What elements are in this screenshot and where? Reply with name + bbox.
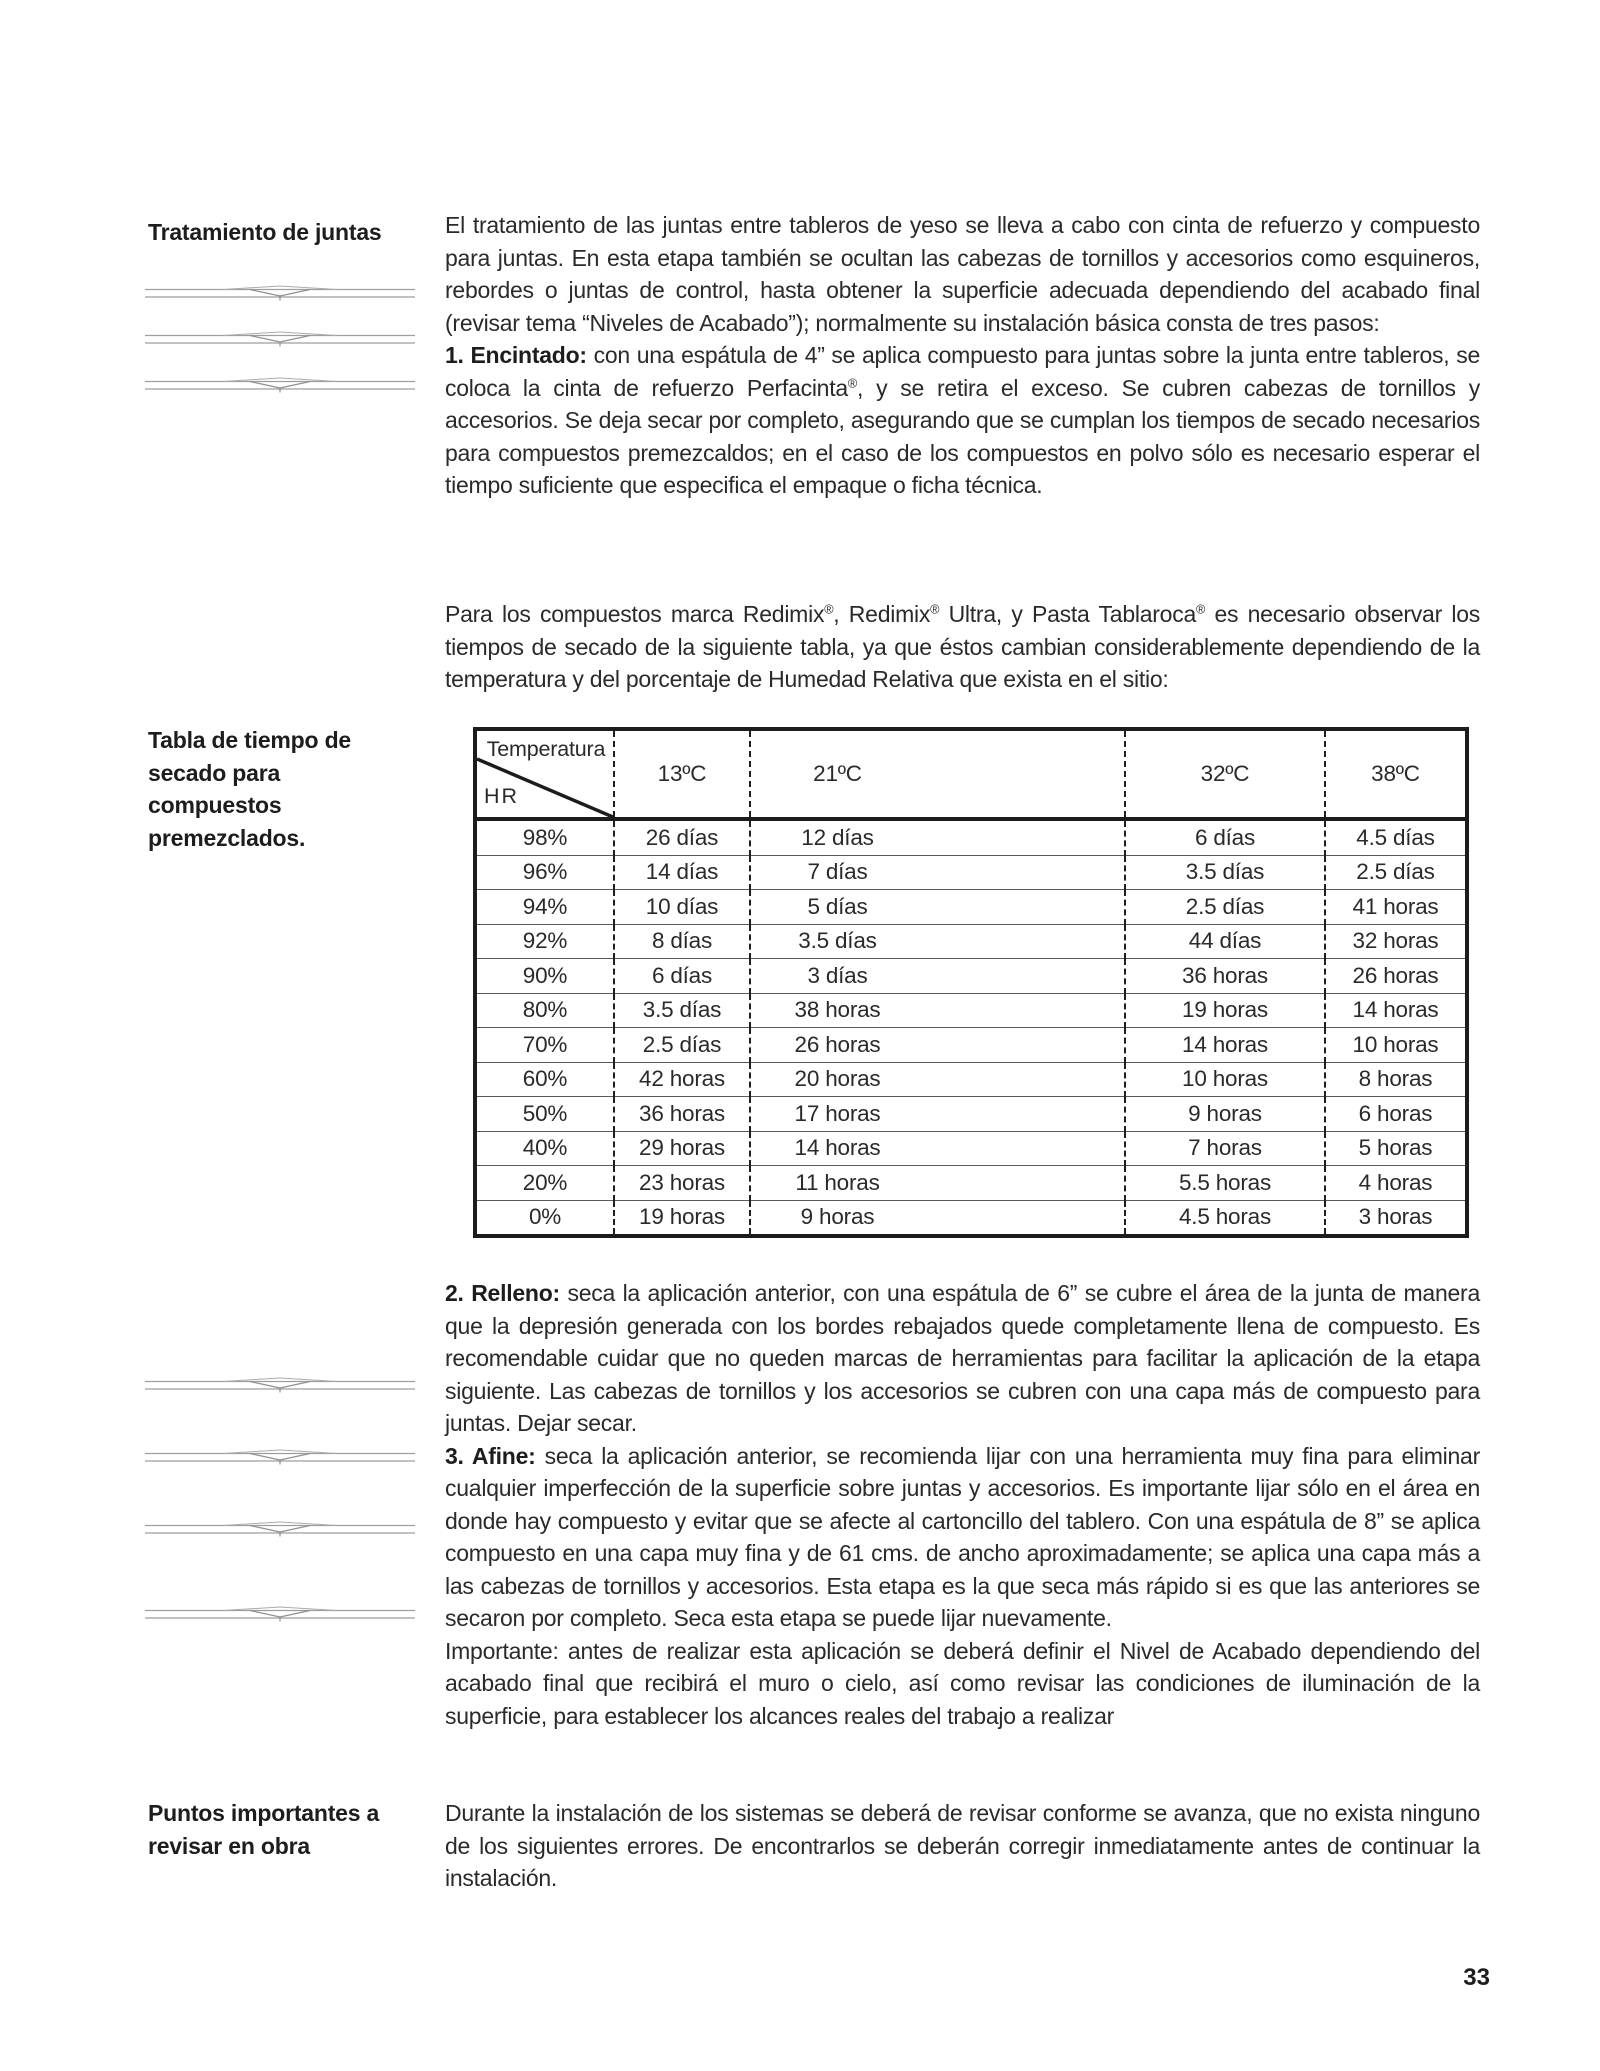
paragraph-importante: Importante: antes de realizar esta aplicación se deberá definir el Nivel de Acabado dependiendo del acabado final que recibirá el muro o cielo, así como revisar las condiciones de iluminación de la superficie, para establecer los alcances reales del trabajo a realizar [445, 1637, 1480, 1729]
drying-time-cell: 3.5 días [1125, 855, 1325, 890]
hr-cell: 60% [475, 1062, 614, 1097]
drying-table-row [475, 1131, 1467, 1166]
section-relleno-afine-text [445, 1277, 1480, 1732]
step-text-afine: seca la aplicación anterior, se recomienda lijar con una herramienta muy fina para eliminar cualquier imperfección de la superficie sobre juntas y accesorios. Es importante lijar sólo en el área en donde hay compuesto y evitar que se afecte al cartoncillo del tablero. Con una espátula de 8” se aplica compuesto en una capa muy fina y de 61 cms. de ancho aproximadamente; se aplica una capa más a las cabezas de tornillos y accesorios. Esta etapa es la que seca más rápido si es que las anteriores se secaron por completo. Seca esta etapa se puede lijar nuevamente. [445, 1442, 1480, 1631]
drywall-joint-figure [145, 1520, 415, 1538]
step-text-relleno: seca la aplicación anterior, con una espátula de 6” se cubre el área de la junta de manera que la depresión generada con los bordes rebajados quede completamente llena de compuesto. Es recomendable cuidar que no queden marcas de herramientas para facilitar la aplicación de la etapa siguiente. Las cabezas de tornillos y los accesorios se cubren con una capa más de compuesto para juntas. Dejar secar. [445, 1280, 1481, 1436]
drying-time-cell: 9 horas [750, 1200, 1125, 1236]
hr-cell: 70% [475, 1028, 614, 1063]
hr-cell: 50% [475, 1097, 614, 1132]
drying-table-row [475, 890, 1467, 925]
paragraph-compuestos: Para los compuestos marca Redimix®, Redimix® Ultra, y Pasta Tablaroca® es necesario observar los tiempos de secado de la siguiente tabla, ya que éstos cambian considerablemente dependiendo de la temperatura y del porcentaje de Humedad Relativa que exista en el sitio: [445, 601, 1481, 692]
drying-time-cell: 19 horas [1125, 993, 1325, 1028]
drying-time-cell: 14 horas [1125, 1028, 1325, 1063]
drying-time-cell: 26 días [614, 819, 750, 855]
drying-time-cell: 2.5 días [1325, 855, 1467, 890]
margin-heading-puntos-importantes: Puntos importantes a revisar en obra [148, 1800, 380, 1859]
column-header-38c: 38ºC [1325, 729, 1467, 819]
drying-time-cell: 10 horas [1325, 1028, 1467, 1063]
paragraph-intro: El tratamiento de las juntas entre tableros de yeso se lleva a cabo con cinta de refuerzo y compuesto para juntas. En esta etapa también se ocultan las cabezas de tornillos y accesorios como esquineros, rebordes o juntas de control, hasta obtener la superficie adecuada dependiendo del acabado final (revisar tema “Niveles de Acabado”); normalmente su instalación básica consta de tres pasos: [445, 212, 1480, 336]
drying-time-cell: 14 días [614, 855, 750, 890]
corner-label-hr: HR [484, 784, 520, 808]
drying-table-row [475, 855, 1467, 890]
hr-cell: 0% [475, 1200, 614, 1236]
drying-time-table [473, 727, 1469, 1238]
drying-time-cell: 42 horas [614, 1062, 750, 1097]
drying-time-cell: 6 días [614, 959, 750, 994]
drywall-joint-figure [145, 1448, 415, 1466]
section-compuestos-text [445, 598, 1480, 696]
paragraph-puntos-importantes: Durante la instalación de los sistemas se deberá de revisar conforme se avanza, que no exista ninguno de los siguientes errores. De encontrarlos se deberán corregir inmediatamente antes de continuar la instalación. [445, 1800, 1480, 1891]
drying-time-cell: 32 horas [1325, 924, 1467, 959]
hr-cell: 40% [475, 1131, 614, 1166]
hr-cell: 20% [475, 1166, 614, 1201]
drywall-joint-figure [145, 330, 415, 348]
drying-table-row [475, 1097, 1467, 1132]
drying-table-row [475, 1200, 1467, 1236]
drying-time-cell: 5 días [750, 890, 1125, 925]
column-header-32c: 32ºC [1125, 729, 1325, 819]
drying-time-cell: 19 horas [614, 1200, 750, 1236]
margin-heading-tabla-secado: Tabla de tiempo de secado para compuestos premezclados. [148, 727, 352, 851]
drying-time-cell: 23 horas [614, 1166, 750, 1201]
hr-cell: 94% [475, 890, 614, 925]
drying-time-cell: 8 días [614, 924, 750, 959]
drying-time-cell: 26 horas [750, 1028, 1125, 1063]
hr-cell: 80% [475, 993, 614, 1028]
step-label-relleno: 2. Relleno: [445, 1280, 560, 1306]
drying-time-cell: 12 días [750, 819, 1125, 855]
step-text-encintado: con una espátula de 4” se aplica compuesto para juntas sobre la junta entre tableros, se coloca la cinta de refuerzo Perfacinta®, y se retira el exceso. Se cubren cabezas de tornillos y accesorios. Se deja secar por completo, asegurando que se cumplan los tiempos de secado necesarios para compuestos premezcaldos; en el caso de los compuestos en polvo sólo es necesario esperar el tiempo suficiente que especifica el empaque o ficha técnica. [445, 342, 1481, 498]
drying-time-cell: 5 horas [1325, 1131, 1467, 1166]
drying-table-row [475, 993, 1467, 1028]
drying-time-cell: 5.5 horas [1125, 1166, 1325, 1201]
drying-time-cell: 26 horas [1325, 959, 1467, 994]
drying-table-row [475, 1062, 1467, 1097]
drying-table-body [475, 819, 1467, 1236]
drying-time-cell: 38 horas [750, 993, 1125, 1028]
drying-table-row [475, 959, 1467, 994]
drying-time-cell: 29 horas [614, 1131, 750, 1166]
column-header-21c: 21ºC [750, 729, 1125, 819]
page-number: 33 [1463, 1964, 1490, 1991]
drying-table-row [475, 1166, 1467, 1201]
hr-cell: 98% [475, 819, 614, 855]
section-puntos-text [445, 1797, 1480, 1895]
hr-cell: 96% [475, 855, 614, 890]
drying-table-row [475, 924, 1467, 959]
drying-time-cell: 4.5 días [1325, 819, 1467, 855]
drying-table-header-row [475, 729, 1467, 819]
step-label-afine: 3. Afine: [445, 1442, 536, 1469]
hr-cell: 92% [475, 924, 614, 959]
drying-time-cell: 20 horas [750, 1062, 1125, 1097]
drying-table-row [475, 819, 1467, 855]
drying-time-cell: 7 horas [1125, 1131, 1325, 1166]
margin-heading-tratamiento-de-juntas: Tratamiento de juntas [148, 219, 382, 245]
drying-time-cell: 8 horas [1325, 1062, 1467, 1097]
paragraph-step-afine [445, 1440, 1480, 1635]
drying-time-cell: 3 días [750, 959, 1125, 994]
drying-time-cell: 36 horas [614, 1097, 750, 1132]
drying-time-cell: 9 horas [1125, 1097, 1325, 1132]
hr-cell: 90% [475, 959, 614, 994]
drywall-joint-figure [145, 1376, 415, 1394]
drying-time-cell: 17 horas [750, 1097, 1125, 1132]
drying-time-cell: 10 días [614, 890, 750, 925]
drying-table-row [475, 1028, 1467, 1063]
drying-time-cell: 4 horas [1325, 1166, 1467, 1201]
drying-time-cell: 36 horas [1125, 959, 1325, 994]
drying-time-cell: 3.5 días [750, 924, 1125, 959]
drying-time-cell: 3 horas [1325, 1200, 1467, 1236]
drywall-joint-figure [145, 284, 415, 302]
drying-time-cell: 14 horas [1325, 993, 1467, 1028]
drying-time-cell: 3.5 días [614, 993, 750, 1028]
drywall-joint-figure [145, 376, 415, 394]
drying-time-cell: 6 horas [1325, 1097, 1467, 1132]
paragraph-step-encintado [445, 339, 1480, 502]
drying-time-cell: 10 horas [1125, 1062, 1325, 1097]
step-label-encintado: 1. Encintado: [445, 342, 587, 368]
corner-label-temperatura: Temperatura [486, 737, 606, 761]
table-corner-cell [475, 729, 614, 819]
drying-time-cell: 2.5 días [614, 1028, 750, 1063]
paragraph-step-relleno [445, 1277, 1480, 1440]
drying-time-cell: 7 días [750, 855, 1125, 890]
drying-time-cell: 41 horas [1325, 890, 1467, 925]
drying-time-cell: 11 horas [750, 1166, 1125, 1201]
column-header-13c: 13ºC [614, 729, 750, 819]
drying-time-cell: 4.5 horas [1125, 1200, 1325, 1236]
drying-time-cell: 2.5 días [1125, 890, 1325, 925]
drying-time-cell: 14 horas [750, 1131, 1125, 1166]
drywall-joint-figure [145, 1605, 415, 1623]
section-tratamiento-text [445, 209, 1480, 502]
drying-time-cell: 44 días [1125, 924, 1325, 959]
drying-time-cell: 6 días [1125, 819, 1325, 855]
